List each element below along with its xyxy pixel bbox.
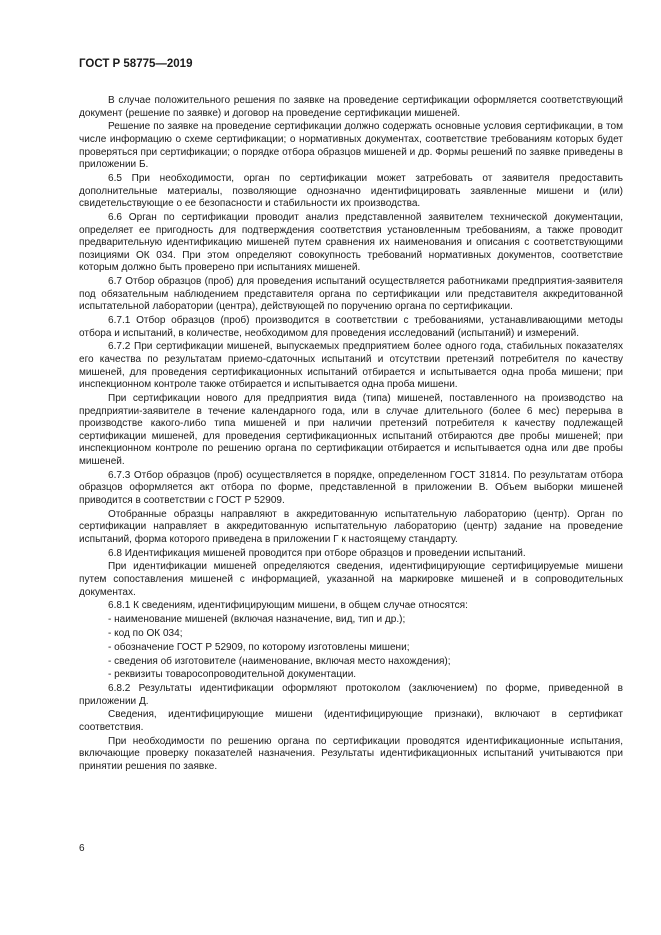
list-item: - наименование мишеней (включая назначение, вид, тип и др.); bbox=[108, 614, 406, 626]
paragraph: 6.8 Идентификация мишеней проводится при отборе образцов и проведении испытаний. bbox=[108, 547, 526, 559]
page-number: 6 bbox=[79, 843, 85, 854]
list-item: - сведения об изготовителе (наименование, включая место нахождения); bbox=[108, 655, 451, 667]
paragraph: 6.7.1 Отбор образцов (проб) производится в соответствии с требованиями, устанавливающими методы отбора и испытаний, в количестве, необходимом для проведения исследований (испытаний) и измерений. bbox=[79, 315, 623, 339]
paragraph: При идентификации мишеней определяются сведения, идентифицирующие сертифицируемые мишени путем сопоставления мишеней с информацией, указанной на маркировке мишеней и в сопроводительных документах. bbox=[79, 561, 623, 598]
paragraph: 6.7.2 При сертификации мишеней, выпускаемых предприятием более одного года, стабильных показателях его качества по результатам приемо-сдаточных испытаний и отсутствии претензий потребителя по качеству мишеней, для проведения сертификационных испытаний отбирается и испытывается одна проба мишени; при инспекционном контроле также отбирается и испытывается одна проба мишени. bbox=[79, 341, 623, 391]
list-item: - реквизиты товаросопроводительной документации. bbox=[108, 669, 357, 681]
list-item: - код по ОК 034; bbox=[108, 627, 183, 639]
paragraph: Сведения, идентифицирующие мишени (идентифицирующие признаки), включают в сертификат соответствия. bbox=[79, 709, 623, 734]
document-header: ГОСТ Р 58775—2019 bbox=[79, 58, 193, 70]
paragraph: 6.8.1 К сведениям, идентифицирующим мишени, в общем случае относятся: bbox=[108, 600, 468, 612]
paragraph: 6.7 Отбор образцов (проб) для проведения испытаний осуществляется работниками предприятия-заявителя под обязательным наблюдением представителя органа по сертификации или представителя аккредитованной испытательной лаборатории (центра), действующей по поручению органа по сертификации. bbox=[79, 276, 623, 313]
paragraph: В случае положительного решения по заявке на проведение сертификации оформляется соответствующий документ (решение по заявке) и договор на проведение сертификации мишеней. bbox=[79, 95, 623, 119]
paragraph: 6.7.3 Отбор образцов (проб) осуществляется в порядке, определенном ГОСТ 31814. По результатам отбора образцов оформляется акт отбора по форме, представленной в приложении В. Объем выборки мишеней приводится в соответствии с ГОСТ Р 52909. bbox=[79, 469, 623, 506]
paragraph: 6.8.2 Результаты идентификации оформляют протоколом (заключением) по форме, приведенной в приложении Д. bbox=[79, 683, 623, 707]
paragraph: 6.5 При необходимости, орган по сертификации может затребовать от заявителя предоставить дополнительные материалы, позволяющие однозначно идентифицировать заявленные мишени и (или) свидетельствующие о ее безопасности и стабильности их производства. bbox=[79, 172, 623, 210]
document-body bbox=[79, 95, 623, 775]
paragraph: Решение по заявке на проведение сертификации должно содержать основные условия сертификации, в том числе информацию о схеме сертификации; о нормативных документах, соответствие требованиям которых будет проверяться при сертификации; о порядке отбора образцов мишеней и др. Формы решений по заявке приведены в приложении Б. bbox=[79, 121, 623, 171]
paragraph: Отобранные образцы направляют в аккредитованную испытательную лабораторию (центр). Орган по сертификации направляет в аккредитованную испытательную лабораторию (центр) задание на проведение испытаний, форма которого приведена в приложении Г к настоящему стандарту. bbox=[79, 508, 623, 545]
paragraph: При необходимости по решению органа по сертификации проводятся идентификационные испытания, включающие проверку показателей назначения. Результаты идентификационных испытаний учитываются при принятии решения по заявке. bbox=[79, 735, 623, 773]
list-item: - обозначение ГОСТ Р 52909, по которому изготовлены мишени; bbox=[108, 641, 410, 653]
paragraph: При сертификации нового для предприятия вида (типа) мишеней, поставленного на производство на предприятии-заявителе в течение календарного года, или в случае длительного (более 6 мес) перерыва в производстве какого-либо типа мишеней и при наличии претензий потребителя к качеству подлежащей сертификации мишеней, для проведения сертификационных испытаний отбираются две пробы мишеней; при инспекционном контроле по решению органа по сертификации отбирается и испытывается одна или две пробы мишеней. bbox=[79, 392, 623, 467]
paragraph: 6.6 Орган по сертификации проводит анализ представленной заявителем технической документации, определяет ее пригодность для подтверждения соответствия установленным требованиям, а также проводит предварительную идентификацию мишеней путем сравнения их наименования и описания с соответствующими позициями ОК 034. При этом определяют совокупность требований нормативных документов, соответствие которым должно быть проверено при испытаниях мишеней. bbox=[79, 211, 623, 274]
